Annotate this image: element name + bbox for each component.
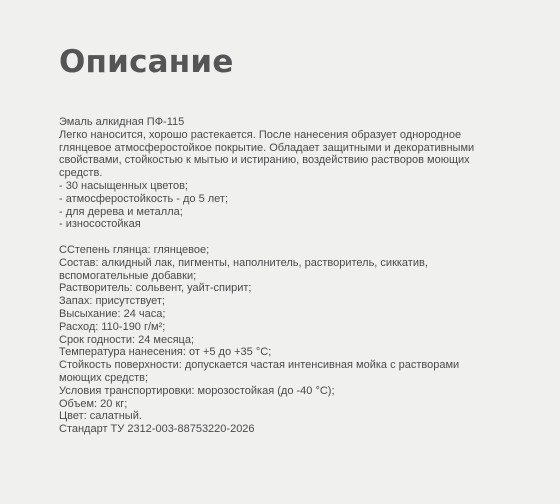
spec-line-consumption: Расход: 110-190 г/м²; bbox=[59, 320, 166, 333]
spec-line-drying: Высыхание: 24 часа; bbox=[59, 307, 166, 320]
description-line: средств. bbox=[59, 167, 103, 180]
spec-line-surface: Стойкость поверхности: допускается частая интенсивная мойка с растворами bbox=[59, 359, 460, 372]
spec-line-composition: Состав: алкидный лак, пигменты, наполнитель, растворитель, сиккатив, bbox=[59, 256, 428, 269]
spec-line-composition-cont: вспомогательные добавки; bbox=[59, 269, 197, 282]
spec-line-shelf-life: Срок годности: 24 месяца; bbox=[59, 333, 195, 346]
feature-item: - износостойкая bbox=[59, 218, 141, 231]
feature-item: - для дерева и металла; bbox=[59, 205, 183, 218]
spec-line-temperature: Температура нанесения: от +5 до +35 °С; bbox=[59, 346, 272, 359]
section-title: Описание bbox=[59, 44, 234, 80]
spec-line-surface-cont: моющих средств; bbox=[59, 371, 149, 384]
spec-line-standard: Стандарт ТУ 2312-003-88753220-2026 bbox=[59, 423, 255, 436]
feature-item: - 30 насыщенных цветов; bbox=[59, 179, 188, 192]
spec-line-odor: Запах: присутствует; bbox=[59, 295, 165, 308]
description-line: Легко наносится, хорошо растекается. После нанесения образует однородное bbox=[59, 128, 462, 141]
description-body bbox=[59, 116, 504, 436]
spec-line-solvent: Растворитель: сольвент, уайт-спирит; bbox=[59, 282, 252, 295]
product-name-line: Эмаль алкидная ПФ-115 bbox=[59, 116, 185, 128]
description-line: свойствами, стойкостью к мытью и истиранию, воздействию растворов моющих bbox=[59, 154, 470, 167]
spec-line-transport: Условия транспортировки: морозостойкая (до -40 °С); bbox=[59, 384, 335, 397]
spec-line-volume: Объем: 20 кг; bbox=[59, 397, 128, 410]
description-line: глянцевое атмосферостойкое покрытие. Обладает защитными и декоративными bbox=[59, 141, 475, 154]
feature-item: - атмосферостойкость - до 5 лет; bbox=[59, 192, 229, 205]
spec-line-gloss: ССтепень глянца: глянцевое; bbox=[59, 243, 210, 256]
spec-line-color: Цвет: салатный. bbox=[59, 410, 142, 423]
paragraph-gap bbox=[59, 231, 504, 244]
